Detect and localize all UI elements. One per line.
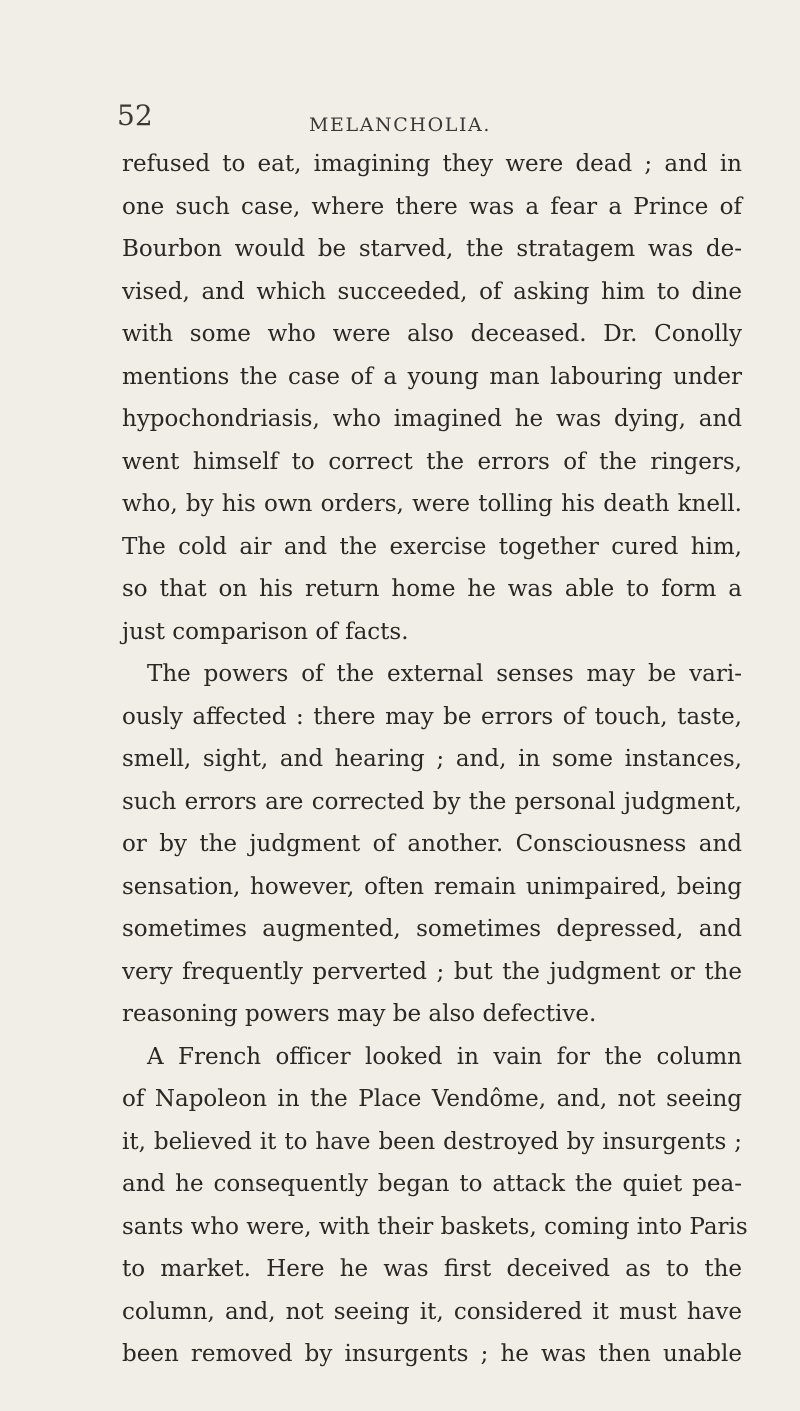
text-line: ously affected : there may be errors of touch, taste, bbox=[122, 703, 742, 730]
text-line: sants who were, with their baskets, coming into Paris bbox=[122, 1213, 748, 1240]
text-line: hypochondriasis, who imagined he was dying, and bbox=[122, 406, 742, 432]
text-line: Bourbon would be starved, the stratagem was de- bbox=[122, 236, 742, 262]
text-line: who, by his own orders, were tolling his death knell. bbox=[122, 491, 742, 517]
text-line: to market. Here he was first deceived as to the bbox=[122, 1256, 742, 1282]
body-text bbox=[122, 143, 748, 1376]
text-line: just comparison of facts. bbox=[122, 618, 409, 645]
text-line: vised, and which succeeded, of asking him to dine bbox=[122, 278, 742, 305]
text-line: mentions the case of a young man labouring under bbox=[122, 363, 742, 390]
text-line: it, believed it to have been destroyed by insurgents ; bbox=[122, 1128, 742, 1155]
text-line: The powers of the external senses may be vari- bbox=[147, 661, 742, 687]
text-line: reasoning powers may be also defective. bbox=[122, 1001, 597, 1027]
text-line: sensation, however, often remain unimpaired, being bbox=[122, 873, 742, 900]
text-line: smell, sight, and hearing ; and, in some instances, bbox=[122, 746, 742, 772]
text-line: so that on his return home he was able to form a bbox=[122, 576, 742, 602]
page-number: 52 bbox=[117, 99, 153, 132]
text-line: The cold air and the exercise together cured him, bbox=[122, 533, 742, 560]
text-line: went himself to correct the errors of the ringers, bbox=[122, 448, 742, 475]
text-line: very frequently perverted ; but the judgment or the bbox=[122, 958, 742, 985]
text-line: one such case, where there was a fear a Prince of bbox=[122, 193, 742, 220]
text-line: column, and, not seeing it, considered it must have bbox=[122, 1298, 742, 1325]
text-line: or by the judgment of another. Consciousness and bbox=[122, 831, 742, 857]
text-line: A French officer looked in vain for the column bbox=[147, 1043, 742, 1070]
text-line: such errors are corrected by the personal judgment, bbox=[122, 788, 742, 815]
running-head: MELANCHOLIA. bbox=[308, 114, 492, 136]
text-line: been removed by insurgents ; he was then unable bbox=[122, 1341, 742, 1367]
text-line: and he consequently began to attack the quiet pea- bbox=[122, 1171, 742, 1197]
text-line: refused to eat, imagining they were dead ; and in bbox=[122, 151, 742, 177]
text-line: sometimes augmented, sometimes depressed, and bbox=[122, 916, 742, 942]
text-line: with some who were also deceased. Dr. Conolly bbox=[122, 321, 742, 347]
text-line: of Napoleon in the Place Vendôme, and, not seeing bbox=[122, 1086, 742, 1112]
